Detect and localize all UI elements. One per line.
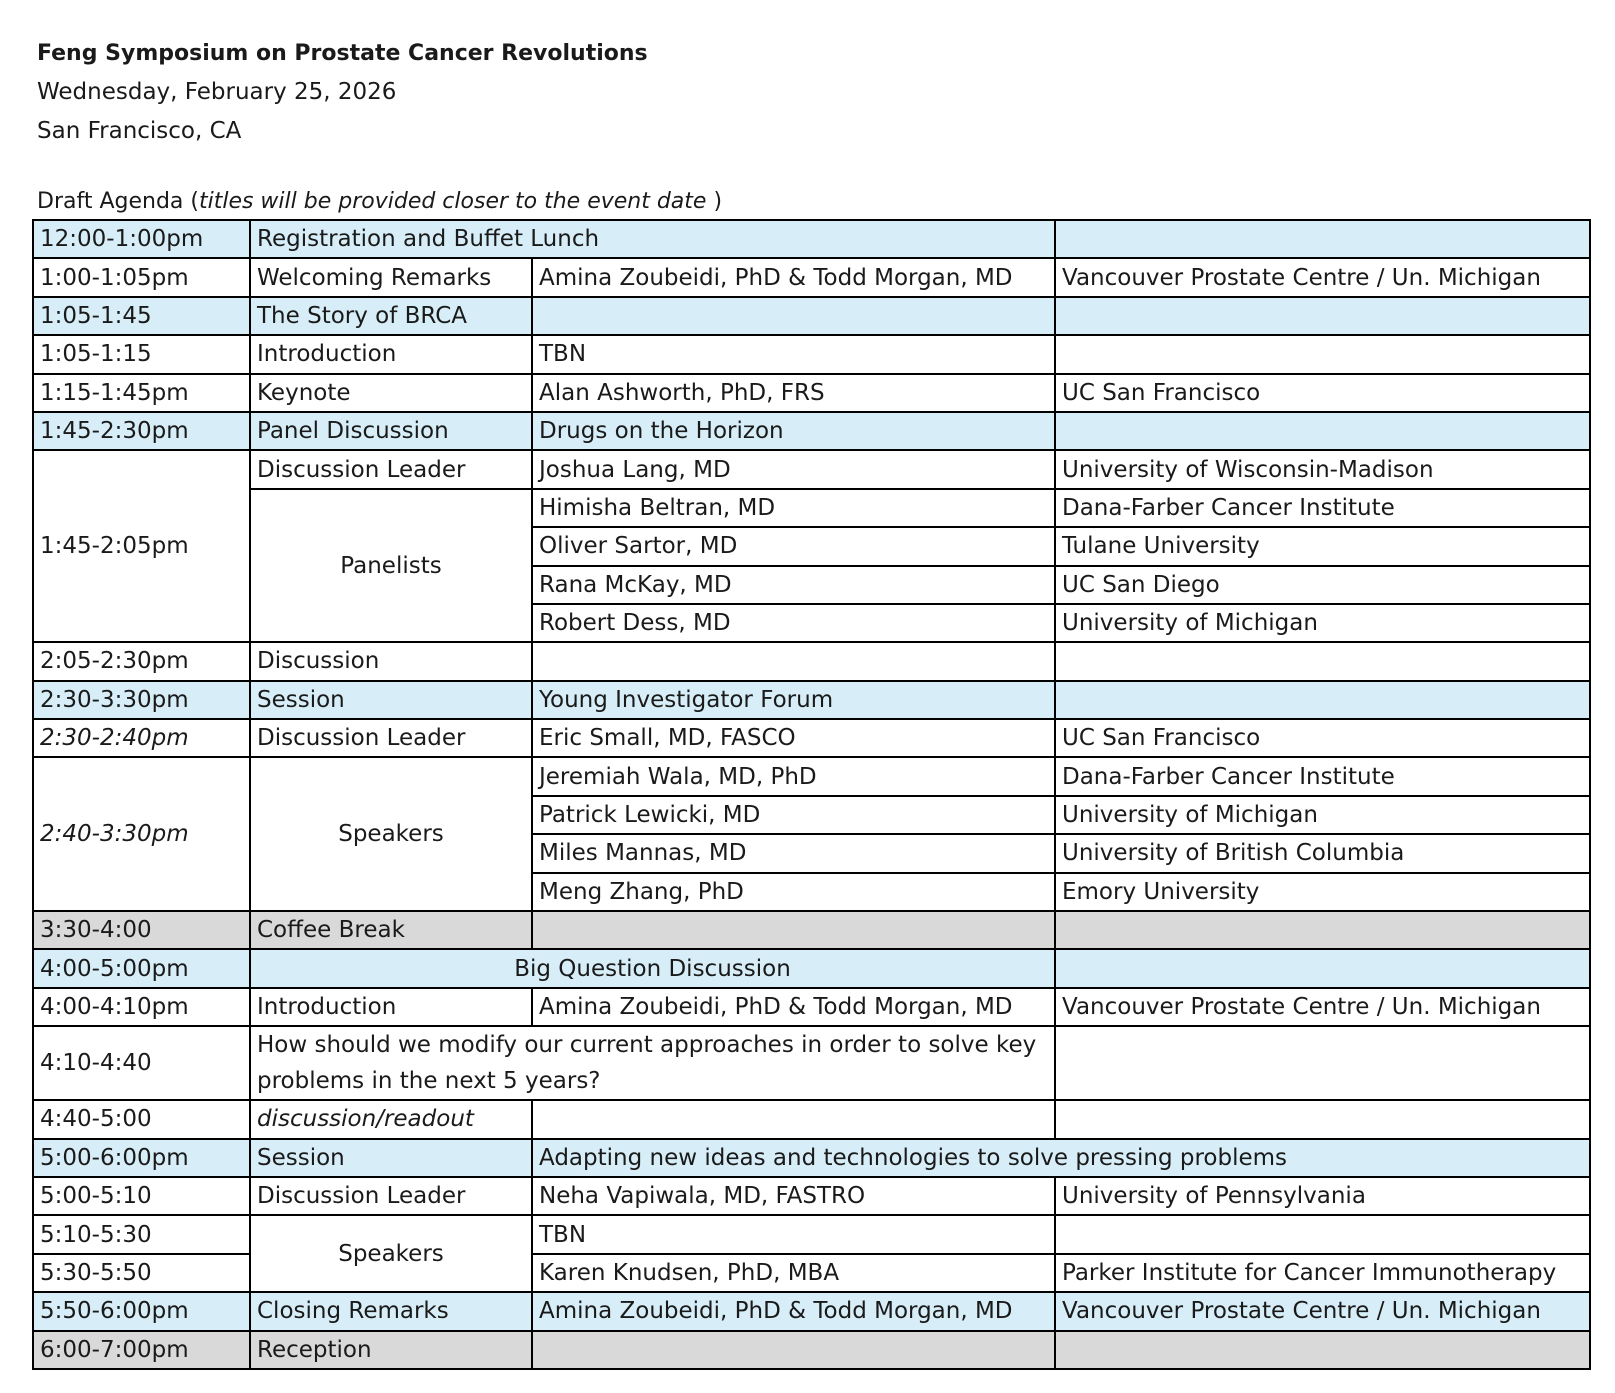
speaker-cell: Joshua Lang, MD	[532, 450, 1055, 488]
org-cell	[1055, 1100, 1590, 1138]
org-cell	[1055, 297, 1590, 335]
draft-agenda-label	[37, 182, 722, 221]
table-row	[33, 220, 1590, 258]
time-cell: 1:15-1:45pm	[33, 374, 250, 412]
org-cell: UC San Francisco	[1055, 719, 1590, 757]
speaker-cell: Amina Zoubeidi, PhD & Todd Morgan, MD	[532, 258, 1055, 296]
speaker-cell: Oliver Sartor, MD	[532, 527, 1055, 565]
draft-label: Draft Agenda (	[37, 189, 199, 214]
org-cell	[1055, 911, 1590, 949]
time-cell: 4:00-5:00pm	[33, 949, 250, 987]
time-cell: 5:00-5:10	[33, 1177, 250, 1215]
org-cell: University of Wisconsin-Madison	[1055, 450, 1590, 488]
event-date: Wednesday, February 25, 2026	[37, 79, 397, 105]
table-row	[33, 681, 1590, 719]
time-cell: 4:00-4:10pm	[33, 988, 250, 1026]
item-cell: Registration and Buffet Lunch	[250, 220, 1055, 258]
table-row	[33, 1177, 1590, 1215]
time-cell: 1:00-1:05pm	[33, 258, 250, 296]
item-cell: Keynote	[250, 374, 532, 412]
item-cell: Coffee Break	[250, 911, 532, 949]
org-cell: Vancouver Prostate Centre / Un. Michigan	[1055, 1292, 1590, 1330]
table-row	[33, 642, 1590, 680]
org-cell: University of Pennsylvania	[1055, 1177, 1590, 1215]
table-row	[33, 1026, 1590, 1100]
org-cell	[1055, 681, 1590, 719]
time-cell: 3:30-4:00	[33, 911, 250, 949]
speaker-cell	[532, 297, 1055, 335]
time-cell: 2:30-3:30pm	[33, 681, 250, 719]
item-cell: Discussion Leader	[250, 719, 532, 757]
speaker-cell: Alan Ashworth, PhD, FRS	[532, 374, 1055, 412]
org-cell	[1055, 335, 1590, 373]
org-cell: University of Michigan	[1055, 796, 1590, 834]
item-cell: Discussion Leader	[250, 1177, 532, 1215]
agenda-table	[32, 219, 1591, 1370]
time-cell: 5:50-6:00pm	[33, 1292, 250, 1330]
speaker-cell: Jeremiah Wala, MD, PhD	[532, 757, 1055, 795]
time-cell: 2:05-2:30pm	[33, 642, 250, 680]
org-cell: Vancouver Prostate Centre / Un. Michigan	[1055, 988, 1590, 1026]
item-cell: Panelists	[250, 489, 532, 643]
speaker-cell: Young Investigator Forum	[532, 681, 1055, 719]
table-row	[33, 450, 1590, 488]
speaker-cell: TBN	[532, 1215, 1055, 1253]
draft-close: )	[706, 189, 723, 214]
item-cell: How should we modify our current approaches in order to solve key problems in the next 5 years?	[250, 1026, 1055, 1100]
time-cell: 5:00-6:00pm	[33, 1139, 250, 1177]
org-cell: Dana-Farber Cancer Institute	[1055, 489, 1590, 527]
speaker-cell: Meng Zhang, PhD	[532, 873, 1055, 911]
item-cell: Session	[250, 681, 532, 719]
org-cell: Emory University	[1055, 873, 1590, 911]
item-cell: Panel Discussion	[250, 412, 532, 450]
table-row	[33, 258, 1590, 296]
time-cell: 12:00-1:00pm	[33, 220, 250, 258]
org-cell: Tulane University	[1055, 527, 1590, 565]
org-cell: University of British Columbia	[1055, 834, 1590, 872]
table-row	[33, 1331, 1590, 1369]
item-cell: Reception	[250, 1331, 532, 1369]
speaker-cell	[532, 1100, 1055, 1138]
org-cell: Parker Institute for Cancer Immunotherapy	[1055, 1254, 1590, 1292]
speaker-cell: Eric Small, MD, FASCO	[532, 719, 1055, 757]
item-cell: discussion/readout	[250, 1100, 532, 1138]
document-title: Feng Symposium on Prostate Cancer Revolutions	[37, 41, 648, 66]
org-cell	[1055, 1026, 1590, 1100]
speaker-cell: Patrick Lewicki, MD	[532, 796, 1055, 834]
table-row	[33, 1215, 1590, 1253]
time-cell: 4:40-5:00	[33, 1100, 250, 1138]
table-row	[33, 911, 1590, 949]
document-header	[37, 34, 722, 221]
org-cell	[1055, 949, 1590, 987]
time-cell: 2:40-3:30pm	[33, 757, 250, 911]
draft-note: titles will be provided closer to the event date	[198, 189, 707, 214]
org-cell: University of Michigan	[1055, 604, 1590, 642]
item-cell: The Story of BRCA	[250, 297, 532, 335]
speaker-cell: TBN	[532, 335, 1055, 373]
table-row	[33, 1292, 1590, 1330]
org-cell: UC San Francisco	[1055, 374, 1590, 412]
table-row	[33, 297, 1590, 335]
speaker-cell: Robert Dess, MD	[532, 604, 1055, 642]
time-cell: 1:05-1:15	[33, 335, 250, 373]
speaker-cell	[532, 911, 1055, 949]
org-cell: UC San Diego	[1055, 566, 1590, 604]
table-row	[33, 1100, 1590, 1138]
speaker-cell: Himisha Beltran, MD	[532, 489, 1055, 527]
item-cell: Discussion Leader	[250, 450, 532, 488]
table-row	[33, 949, 1590, 987]
org-cell	[1055, 220, 1590, 258]
item-cell: Discussion	[250, 642, 532, 680]
table-row	[33, 1139, 1590, 1177]
item-cell: Speakers	[250, 1215, 532, 1292]
speaker-cell: Karen Knudsen, PhD, MBA	[532, 1254, 1055, 1292]
item-cell: Closing Remarks	[250, 1292, 532, 1330]
time-cell: 5:10-5:30	[33, 1215, 250, 1253]
time-cell: 6:00-7:00pm	[33, 1331, 250, 1369]
org-cell: Vancouver Prostate Centre / Un. Michigan	[1055, 258, 1590, 296]
table-row	[33, 988, 1590, 1026]
table-row	[33, 335, 1590, 373]
speaker-cell	[532, 1331, 1055, 1369]
time-cell: 1:45-2:30pm	[33, 412, 250, 450]
time-cell: 1:45-2:05pm	[33, 450, 250, 642]
speaker-cell: Amina Zoubeidi, PhD & Todd Morgan, MD	[532, 1292, 1055, 1330]
org-cell	[1055, 1215, 1590, 1253]
speaker-cell	[532, 642, 1055, 680]
table-row	[33, 412, 1590, 450]
item-cell: Speakers	[250, 757, 532, 911]
table-row	[33, 489, 1590, 527]
item-cell: Welcoming Remarks	[250, 258, 532, 296]
table-row	[33, 757, 1590, 795]
event-location: San Francisco, CA	[37, 118, 242, 144]
time-cell: 4:10-4:40	[33, 1026, 250, 1100]
speaker-cell: Amina Zoubeidi, PhD & Todd Morgan, MD	[532, 988, 1055, 1026]
item-cell: Session	[250, 1139, 532, 1177]
speaker-cell: Rana McKay, MD	[532, 566, 1055, 604]
time-cell: 5:30-5:50	[33, 1254, 250, 1292]
item-cell: Introduction	[250, 988, 532, 1026]
table-row	[33, 719, 1590, 757]
org-cell	[1055, 412, 1590, 450]
speaker-cell: Drugs on the Horizon	[532, 412, 1055, 450]
org-cell	[1055, 1331, 1590, 1369]
time-cell: 1:05-1:45	[33, 297, 250, 335]
speaker-cell: Adapting new ideas and technologies to solve pressing problems	[532, 1139, 1590, 1177]
item-cell: Introduction	[250, 335, 532, 373]
org-cell: Dana-Farber Cancer Institute	[1055, 757, 1590, 795]
speaker-cell: Miles Mannas, MD	[532, 834, 1055, 872]
org-cell	[1055, 642, 1590, 680]
speaker-cell: Neha Vapiwala, MD, FASTRO	[532, 1177, 1055, 1215]
table-row	[33, 374, 1590, 412]
item-cell: Big Question Discussion	[250, 949, 1055, 987]
time-cell: 2:30-2:40pm	[33, 719, 250, 757]
